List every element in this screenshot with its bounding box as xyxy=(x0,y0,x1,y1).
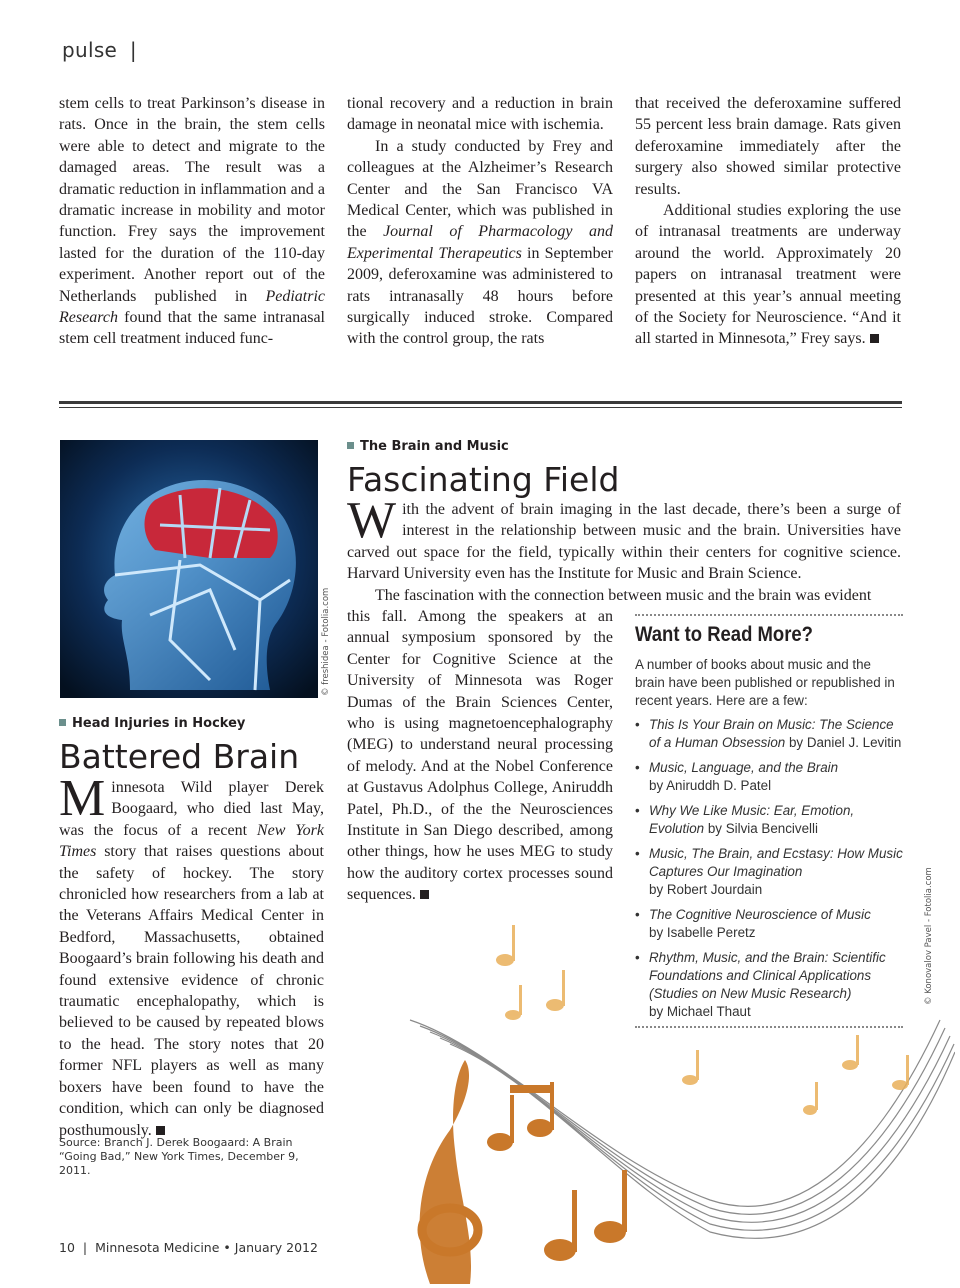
book-title: Rhythm, Music, and the Brain: Scientific Foundations and Clinical Applications (Studies on New Music Research) xyxy=(649,950,886,1001)
left-article-headline: Battered Brain xyxy=(59,737,300,776)
book-item xyxy=(635,759,903,795)
book-title: Music, The Brain, and Ecstasy: How Music Captures Our Imagination xyxy=(649,846,903,879)
top-column-2 xyxy=(347,93,613,350)
brain-illustration xyxy=(60,440,318,698)
text-run: this fall. Among the speakers at an annual symposium sponsored by the Center for Cognitive Science at the University of Minnesota was Roger Dumas of the Brain Sciences Center, who is using magnetoencephalography (MEG) to understand neural processing of melody. And at the Nobel Conference at Gustavus Adolphus College, Aniruddh Patel, Ph.D., of the the Neurosciences Institute in San Diego described, among other things, how he uses MEG to study how the auditory cortex processes sound sequences. xyxy=(347,608,613,904)
section-divider-thick xyxy=(59,401,902,404)
top-column-3 xyxy=(635,93,901,350)
dropcap: W xyxy=(347,492,397,549)
right-article-column xyxy=(347,606,613,906)
right-article-paragraph-2-lead: The fascination with the connection between music and the brain was evident xyxy=(375,586,872,604)
music-staff-image xyxy=(380,900,955,1284)
footer-bullet: • xyxy=(223,1240,231,1255)
book-item xyxy=(635,845,903,899)
text-run: innesota Wild player Derek Boogaard, who died last May, was the focus of a recent xyxy=(59,779,324,839)
kicker-text: Head Injuries in Hockey xyxy=(72,716,246,731)
issue-date: January 2012 xyxy=(234,1240,318,1255)
right-article-paragraph-2 xyxy=(347,606,613,906)
kicker-square xyxy=(59,719,66,726)
section-name: pulse xyxy=(62,38,118,62)
top-column-2-paragraph-1: tional recovery and a reduction in brain damage in neonatal mice with ischemia. xyxy=(347,95,613,134)
top-column-1-paragraph xyxy=(59,93,325,350)
top-column-2-paragraph-2 xyxy=(347,136,613,350)
page-footer xyxy=(59,1240,318,1255)
top-column-1 xyxy=(59,93,325,350)
book-author: by Silvia Bencivelli xyxy=(707,821,818,836)
text-run: stem cells to treat Parkinson’s disease in rats. Once in the brain, the stem cells were able to detect and migrate to the damaged areas. The result was a dramatic reduction in inflammation and a dramatic increase in mobility and motor function. Frey says the improvement lasted for the duration of the 110-day experiment. Another report out of the Netherlands published in xyxy=(59,95,325,305)
right-article-headline: Fascinating Field xyxy=(347,460,620,499)
section-separator: | xyxy=(129,38,137,62)
end-mark xyxy=(156,1126,165,1135)
publication-name: Minnesota Medicine xyxy=(95,1240,220,1255)
sidebar-title: Want to Read More? xyxy=(635,623,813,646)
left-article-paragraph xyxy=(59,770,325,1141)
right-article-kicker xyxy=(347,439,509,454)
end-mark xyxy=(870,334,879,343)
right-article-intro xyxy=(347,492,901,606)
source-note: Source: Branch J. Derek Boogaard: A Brain “Going Bad,” New York Times, December 9, 2011. xyxy=(59,1136,299,1177)
book-author: by Isabelle Peretz xyxy=(649,925,756,940)
text-run: found that the same intranasal stem cell treatment induced func- xyxy=(59,309,325,348)
book-title: Why We Like Music: Ear, Emotion, Evolution xyxy=(649,803,855,836)
kicker-square xyxy=(347,442,354,449)
text-run: in September 2009, deferoxamine was administered to rats intranasally 48 hours before surgically induced stroke. Compared with the control group, the rats xyxy=(347,244,613,348)
left-article-body xyxy=(59,770,325,1141)
section-divider-thin xyxy=(59,407,902,408)
book-item xyxy=(635,716,903,752)
footer-separator: | xyxy=(82,1240,88,1255)
text-run: Additional studies exploring the use of intranasal treatments are underway around the world. Approximately 20 papers on intranasal treatment were presented at this year’s annual meeting of the Society for Neuroscience. “And it all started in Minnesota,” Frey says. xyxy=(635,202,901,348)
right-article-paragraph-1 xyxy=(347,492,901,585)
journal-title: Pediatric Research xyxy=(59,287,325,327)
book-title: Music, Language, and the Brain xyxy=(649,760,839,775)
book-author: by Daniel J. Levitin xyxy=(788,735,902,750)
music-notes-illustration xyxy=(380,900,955,1284)
top-column-3-paragraph-2 xyxy=(635,200,901,350)
book-author: by Robert Jourdain xyxy=(649,882,763,897)
kicker-text: The Brain and Music xyxy=(360,439,509,454)
book-item xyxy=(635,802,903,838)
end-mark xyxy=(420,890,429,899)
left-article-kicker xyxy=(59,716,245,731)
dropcap: M xyxy=(59,770,106,827)
top-column-3-paragraph-1: that received the deferoxamine suffered 55 percent less brain damage. Rats given deferoxamine immediately after the surgery also showed similar protective results. xyxy=(635,95,901,198)
journal-title: Journal of Pharmacology and Experimental Therapeutics xyxy=(347,223,614,262)
section-header xyxy=(62,38,137,62)
newspaper-title: New York Times xyxy=(59,821,325,861)
text-run: story that raises questions about the safety of hockey. The story chronicled how researchers from a lab at the Veterans Affairs Medical Center in Bedford, Massachusetts, obtained Boogaard’s brain following his death and found extensive evidence of chronic traumatic encephalopathy, which is believed to be caused by repeated blows to the head. The story notes that 20 former NFL players as well as many boxers have been found to have the condition, which can only be diagnosed posthumously. xyxy=(59,843,324,1139)
book-author: by Aniruddh D. Patel xyxy=(649,778,772,793)
page-number: 10 xyxy=(59,1240,75,1255)
sidebar-intro: A number of books about music and the brain have been published or republished in recent years. Here are a few: xyxy=(635,657,895,708)
sidebar-top-border xyxy=(635,614,903,616)
text-run: ith the advent of brain imaging in the last decade, there’s been a surge of interest in the relationship between music and the brain. Universities have carved out space for the field, typically within their centers for cognitive science. Harvard University even has the Institute for Music and Brain Science. xyxy=(347,501,901,583)
image-credit: © Konovalov Pavel - Fotolia.com xyxy=(924,867,934,1005)
text-run: In a study conducted by Frey and colleagues at the Alzheimer’s Research Center and the San Francisco VA Medical Center, which was published in the xyxy=(347,137,613,241)
brain-photo xyxy=(60,440,318,698)
book-title: This Is Your Brain on Music: The Science of a Human Obsession xyxy=(649,717,894,750)
book-title: The Cognitive Neuroscience of Music xyxy=(649,907,871,922)
photo-credit: © freshidea - Fotolia.com xyxy=(321,587,331,696)
book-author: by Michael Thaut xyxy=(649,1004,751,1019)
